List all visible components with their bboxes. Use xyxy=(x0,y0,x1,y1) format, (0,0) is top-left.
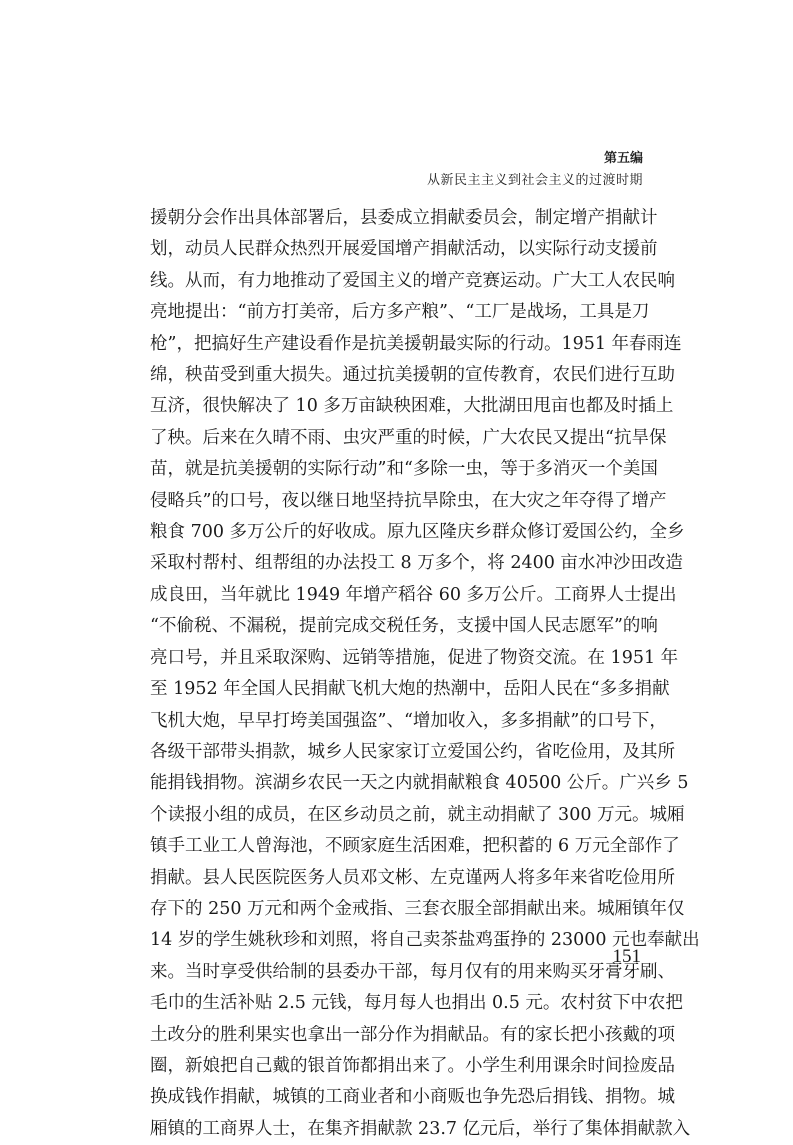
text-line: 枪”，把搞好生产建设看作是抗美援朝最实际的行动。1951 年春雨连 xyxy=(150,333,682,354)
text-line: 侵略兵”的口号，夜以继日地坚持抗旱除虫，在大灾之年夺得了增产 xyxy=(150,490,667,511)
text-line: 至 1952 年全国人民捐献飞机大炮的热潮中，岳阳人民在“多多捐献 xyxy=(150,679,670,700)
text-line: 划，动员人民群众热烈开展爱国增产捐献活动，以实际行动支援前 xyxy=(150,239,658,260)
text-line: 来。当时享受供给制的县委办干部，每月仅有的用来购买牙膏牙刷、 xyxy=(150,961,675,982)
text-line: 了秧。后来在久晴不雨、虫灾严重的时候，广大农民又提出“抗旱保 xyxy=(150,427,667,448)
text-line: 苗，就是抗美援朝的实际行动”和“多除一虫，等于多消灭一个美国 xyxy=(150,459,658,480)
text-line: 土改分的胜利果实也拿出一部分作为捐献品。有的家长把小孩戴的项 xyxy=(150,1024,675,1045)
text-line: 14 岁的学生姚秋珍和刘照，将自己卖茶盐鸡蛋挣的 23000 元也奉献出 xyxy=(150,930,700,951)
text-line: 圈，新娘把自己戴的银首饰都捐出来了。小学生利用课余时间捡废品 xyxy=(150,1055,675,1076)
text-line: 互济，很快解决了 10 多万亩缺秧困难，大批湖田甩亩也都及时插上 xyxy=(150,396,674,417)
text-line: 镇手工业工人曾海池，不顾家庭生活困难，把积蓄的 6 万元全部作了 xyxy=(150,836,680,857)
text-line: 绵，秧苗受到重大损失。通过抗美援朝的宣传教育，农民们进行互助 xyxy=(150,365,675,386)
text-line: 能捐钱捐物。滨湖乡农民一天之内就捐献粮食 40500 公斤。广兴乡 5 xyxy=(150,773,689,794)
text-line: 亮地提出：“前方打美帝，后方多产粮”、“工厂是战场，工具是刀 xyxy=(150,302,650,323)
text-line: 个读报小组的成员，在区乡动员之前，就主动捐献了 300 万元。城厢 xyxy=(150,804,685,825)
text-line: 采取村帮村、组帮组的办法投工 8 万多个，将 2400 亩水冲沙田改造 xyxy=(150,553,683,574)
text-line: 援朝分会作出具体部署后，县委成立捐献委员会，制定增产捐献计 xyxy=(150,208,658,228)
text-line: 毛巾的生活补贴 2.5 元钱，每月每人也捐出 0.5 元。农村贫下中农把 xyxy=(150,993,683,1014)
body-text xyxy=(150,203,700,1145)
running-header xyxy=(427,148,643,192)
text-line: 成良田，当年就比 1949 年增产稻谷 60 多万公斤。工商界人士提出 xyxy=(150,584,677,605)
text-line: 换成钱作捐献，城镇的工商业者和小商贩也争先恐后捐钱、捐物。城 xyxy=(150,1087,675,1108)
text-line: 厢镇的工商界人士，在集齐捐献款 23.7 亿元后，举行了集体捐献款入 xyxy=(150,1118,691,1139)
text-line: 各级干部带头捐款，城乡人民家家订立爱国公约，省吃俭用，及其所 xyxy=(150,741,675,762)
text-line: 线。从而，有力地推动了爱国主义的增产竞赛运动。广大工人农民响 xyxy=(150,270,675,291)
chapter-title: 从新民主主义到社会主义的过渡时期 xyxy=(426,173,643,188)
text-line: 飞机大炮，早早打垮美国强盗”、“增加收入，多多捐献”的口号下， xyxy=(150,710,667,731)
text-line: 捐献。县人民医院医务人员邓文彬、左克谨两人将多年来省吃俭用所 xyxy=(150,867,675,888)
text-line: 亮口号，并且采取深购、远销等措施，促进了物资交流。在 1951 年 xyxy=(150,647,679,668)
part-title: 第五编 xyxy=(603,151,643,166)
text-line: 存下的 250 万元和两个金戒指、三套衣服全部捐献出来。城厢镇年仅 xyxy=(150,898,685,919)
text-line: 粮食 700 多万公斤的好收成。原九区隆庆乡群众修订爱国公约，全乡 xyxy=(150,522,685,543)
page-number: 151 xyxy=(612,946,641,967)
text-line: “不偷税、不漏税，提前完成交税任务，支援中国人民志愿军”的响 xyxy=(150,616,658,637)
